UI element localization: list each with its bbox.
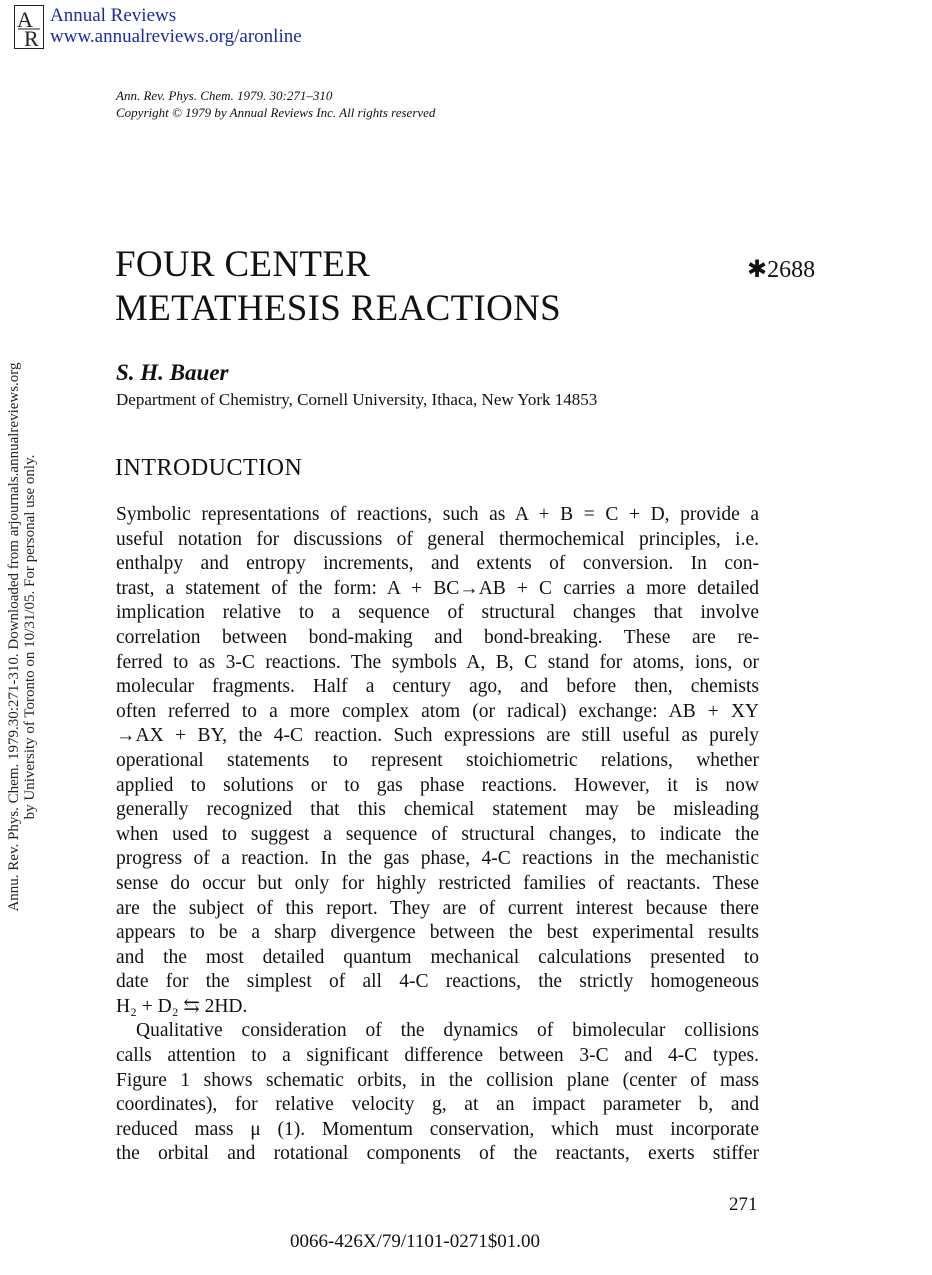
- publisher-name[interactable]: Annual Reviews: [50, 5, 177, 26]
- text-line: progress of a reaction. In the gas phase, 4-C reactions in the mechanistic: [116, 848, 759, 870]
- text-line: →AX + BY, the 4-C reaction. Such expressions are still useful as purely: [116, 725, 759, 747]
- svg-text:R: R: [24, 26, 39, 49]
- text-line: date for the simplest of all 4-C reactions, the strictly homogeneous: [116, 971, 759, 993]
- journal-reference: Ann. Rev. Phys. Chem. 1979. 30:271–310: [116, 88, 333, 103]
- text-line: operational statements to represent stoichiometric relations, whether: [116, 749, 759, 771]
- text-line: the orbital and rotational components of the reactants, exerts stiffer: [116, 1143, 759, 1165]
- annual-reviews-logo: [14, 5, 44, 49]
- text-line: Figure 1 shows schematic orbits, in the collision plane (center of mass: [116, 1069, 759, 1091]
- download-notice-line-1: Annu. Rev. Phys. Chem. 1979.30:271-310. Downloaded from arjournals.annualreviews.org: [6, 362, 22, 912]
- publisher-links: [50, 5, 302, 47]
- article-ref-code: ✱2688: [747, 257, 816, 283]
- svg-text:A: A: [17, 7, 33, 32]
- text-line: Symbolic representations of reactions, such as A + B = C + D, provide a: [116, 504, 759, 525]
- publication-code: 0066-426X/79/1101-0271$01.00: [290, 1231, 540, 1252]
- text-line: implication relative to a sequence of structural changes that involve: [116, 602, 759, 624]
- author-affiliation: Department of Chemistry, Cornell University, Ithaca, New York 14853: [116, 390, 598, 409]
- copyright-notice: Copyright © 1979 by Annual Reviews Inc. All rights reserved: [116, 105, 436, 120]
- article-title: [115, 243, 561, 331]
- text-line: appears to be a sharp divergence between the best experimental results: [116, 922, 759, 944]
- text-line: and the most detailed quantum mechanical calculations presented to: [116, 946, 759, 968]
- text-line: Qualitative consideration of the dynamics of bimolecular collisions: [136, 1020, 759, 1042]
- download-notice: [0, 330, 44, 945]
- text-line: coordinates), for relative velocity g, at an impact parameter b, and: [116, 1094, 759, 1116]
- publisher-url-link[interactable]: www.annualreviews.org/aronline: [50, 26, 302, 47]
- text-line: often referred to a more complex atom (or radical) exchange: AB + XY: [116, 700, 759, 722]
- text-line: useful notation for discussions of general thermochemical principles, i.e.: [116, 528, 759, 550]
- text-line: enthalpy and entropy increments, and extents of conversion. In con-: [116, 553, 759, 575]
- text-line: are the subject of this report. They are of current interest because there: [116, 897, 759, 919]
- text-line: trast, a statement of the form: A + BC→AB + C carries a more detailed: [116, 577, 759, 599]
- article-title-line-1: FOUR CENTER: [115, 244, 371, 285]
- author-name: S. H. Bauer: [116, 360, 229, 385]
- text-line: correlation between bond-making and bond-breaking. These are re-: [116, 626, 759, 648]
- text-line: when used to suggest a sequence of structural changes, to indicate the: [116, 823, 759, 845]
- text-line: ferred to as 3-C reactions. The symbols A, B, C stand for atoms, ions, or: [116, 651, 759, 673]
- text-line: calls attention to a significant difference between 3-C and 4-C types.: [116, 1045, 759, 1067]
- text-line: H₂ + D₂ ⇆ 2HD.: [116, 995, 248, 1017]
- body-text: [116, 503, 759, 1167]
- section-heading: INTRODUCTION: [115, 455, 303, 481]
- text-line: sense do occur but only for highly restricted families of reactants. These: [116, 872, 759, 894]
- article-title-line-2: METATHESIS REACTIONS: [115, 288, 562, 329]
- text-line: molecular fragments. Half a century ago, and before then, chemists: [116, 676, 759, 698]
- journal-citation: [116, 87, 435, 121]
- text-line: generally recognized that this chemical statement may be misleading: [116, 799, 759, 821]
- page-number: 271: [729, 1194, 758, 1215]
- download-notice-line-2: by University of Toronto on 10/31/05. For personal use only.: [22, 454, 38, 820]
- text-line: applied to solutions or to gas phase reactions. However, it is now: [116, 774, 759, 796]
- text-line: reduced mass μ (1). Momentum conservation, which must incorporate: [116, 1118, 759, 1140]
